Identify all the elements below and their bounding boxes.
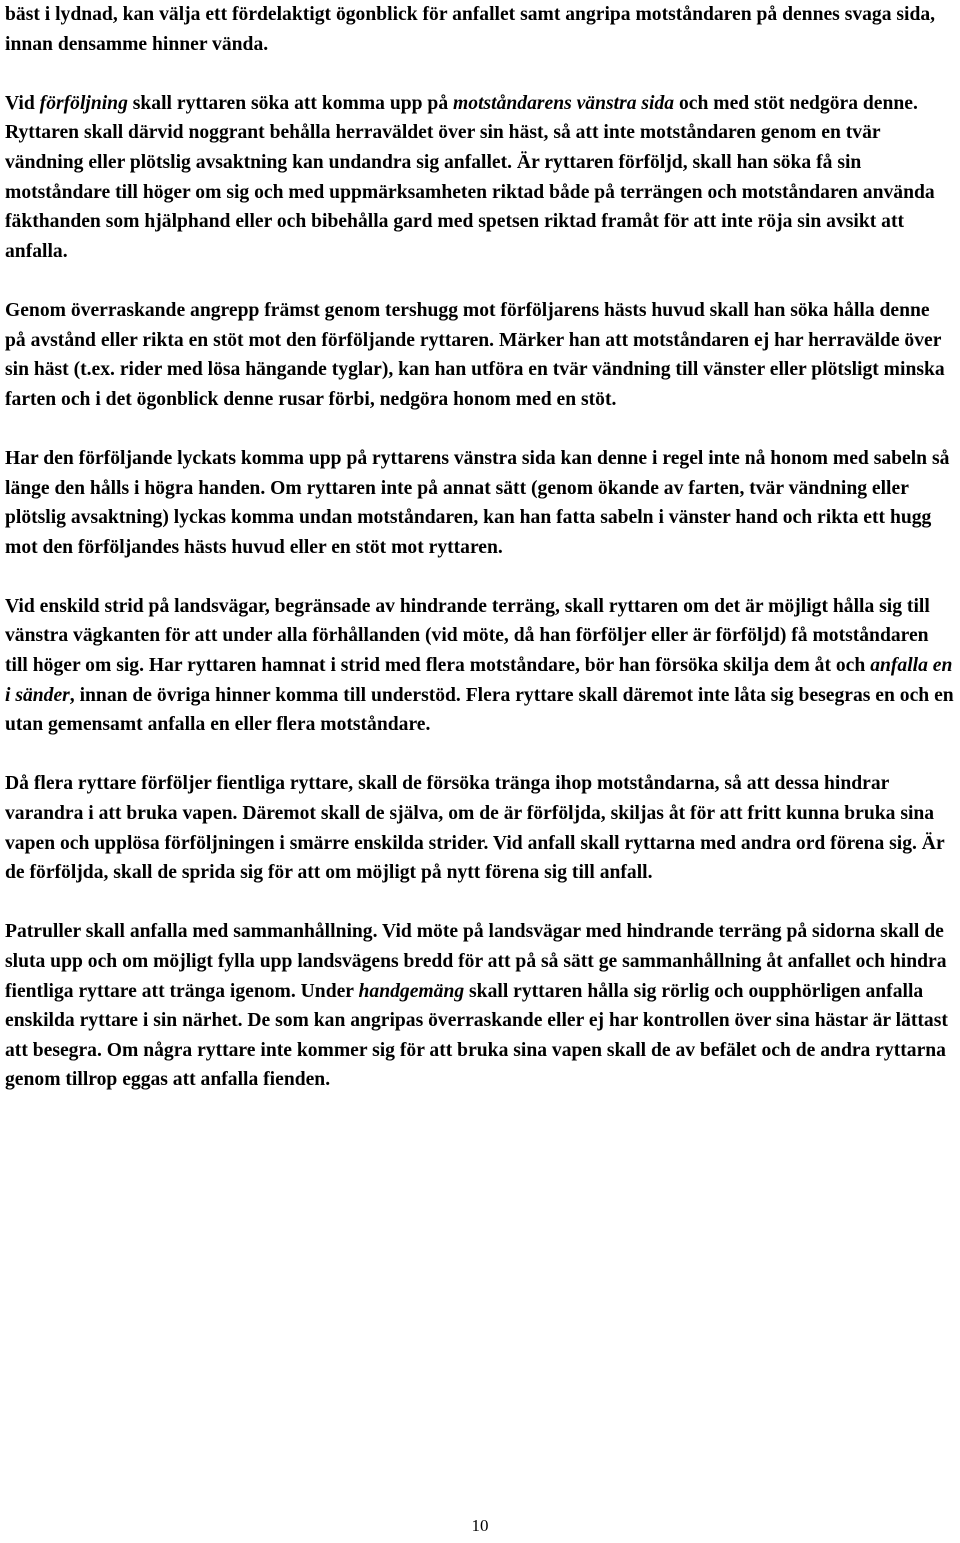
paragraph	[5, 89, 955, 267]
paragraph	[5, 0, 955, 59]
text-run: Vid	[5, 92, 40, 114]
document-page	[5, 0, 955, 1125]
text-run: Genom överraskande angrepp främst genom tershugg mot förföljarens hästs huvud skall han söka hålla denne på avstånd eller rikta en stöt mot den förföljande ryttaren. Märker han att motståndaren ej har herravälde över sin häst (t.ex. rider med lösa hängande tyglar), kan han utföra en tvär vändning till vänster eller plötsligt minska farten och i det ögonblick denne rusar förbi, nedgöra honom med en stöt.	[5, 299, 945, 410]
text-run: skall ryttaren söka att komma upp på	[127, 92, 454, 114]
text-run: Vid enskild strid på landsvägar, begränsade av hindrande terräng, skall ryttaren om det är möjligt hålla sig till vänstra vägkanten för att under alla förhållanden (vid möte, då han förföljer eller är förföljd) få motståndaren till höger om sig. Har ryttaren hamnat i strid med flera motståndare, bör han försöka skilja dem åt och	[5, 595, 930, 677]
page-number: 10	[471, 1516, 489, 1535]
paragraph	[5, 444, 955, 562]
text-run: , innan de övriga hinner komma till understöd. Flera ryttare skall däremot inte låta sig besegras en och en utan gemensamt anfalla en eller flera motståndare.	[5, 684, 954, 736]
text-run: och med stöt nedgöra denne. Ryttaren skall därvid noggrant behålla herraväldet över sin häst, så att inte motståndaren genom en tvär vändning eller plötslig avsaktning kan undandra sig anfallet. Är ryttaren förföljd, skall han söka få sin motståndare till höger om sig och med uppmärksamheten riktad både på terrängen och motståndaren använda fäkthanden som hjälphand eller och bibehålla gard med spetsen riktad framåt för att inte röja sin avsikt att anfalla.	[5, 92, 935, 262]
text-run: Då flera ryttare förföljer fientliga ryttare, skall de försöka tränga ihop motståndarna, så att dessa hindrar varandra i att bruka vapen. Däremot skall de själva, om de är förföljda, skiljas åt för att fritt kunna bruka sina vapen och upplösa förföljningen i smärre enskilda strider. Vid anfall skall ryttarna med andra ord förena sig. Är de förföljda, skall de sprida sig för att om möjligt på nytt förena sig till anfall.	[5, 773, 945, 884]
paragraph	[5, 592, 955, 740]
paragraph	[5, 296, 955, 414]
body-text	[5, 0, 955, 1095]
paragraph	[5, 769, 955, 887]
paragraph	[5, 917, 955, 1095]
italic-text-run: anfalla en i sänder	[5, 655, 953, 706]
text-run: Har den förföljande lyckats komma upp på ryttarens vänstra sida kan denne i regel inte nå honom med sabeln så länge den hålls i högra handen. Om ryttaren inte på annat sätt (genom ökande av farten, tvär vändning eller plötslig avsaktning) lyckas komma undan motståndaren, kan han fatta sabeln i vänster hand och rikta ett hugg mot den förföljandes hästs huvud eller en stöt mot ryttaren.	[5, 447, 950, 558]
italic-text-run: handgemäng	[358, 980, 465, 1002]
text-run: Patruller skall anfalla med sammanhållning. Vid möte på landsvägar med hindrande terräng på sidorna skall de sluta upp och om möjligt fylla upp landsvägens bredd för att på så sätt ge sammanhållning åt anfallet och hindra fientliga ryttare att tränga igenom. Under	[5, 921, 947, 1002]
italic-text-run: förföljning	[39, 92, 128, 114]
text-run: skall ryttaren hålla sig rörlig och oupphörligen anfalla enskilda ryttare i sin närhet. De som kan angripas överraskande eller ej har kontrollen över sina hästar är lättast att besegra. Om några ryttare inte kommer sig för att bruka sina vapen skall de av befälet och de andra ryttarna genom tillrop eggas att anfalla fienden.	[5, 980, 948, 1091]
text-run: bäst i lydnad, kan välja ett fördelaktigt ögonblick för anfallet samt angripa motståndaren på dennes svaga sida, innan densamme hinner vända.	[5, 4, 936, 55]
italic-text-run: motståndarens vänstra sida	[453, 92, 675, 114]
